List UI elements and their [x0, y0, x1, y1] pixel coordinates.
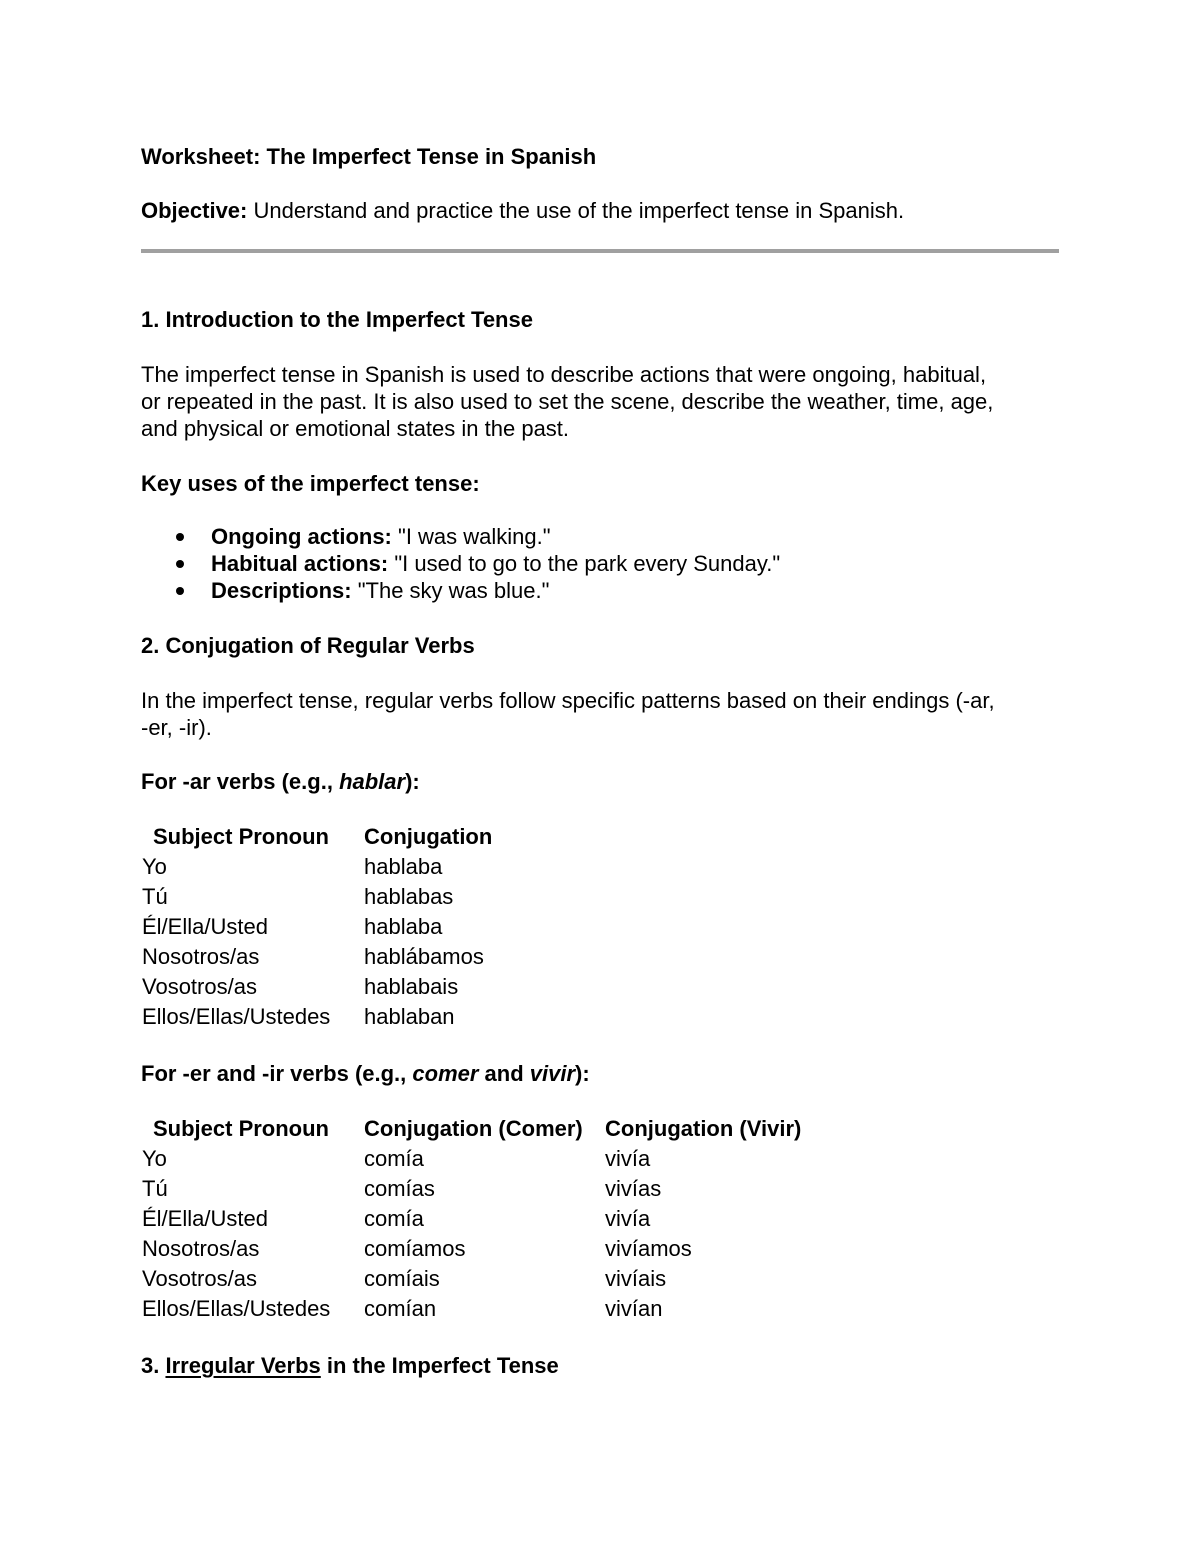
conjugation-cell: hablabais	[364, 974, 459, 999]
table-row	[142, 972, 492, 1002]
comer-cell: comía	[364, 1206, 424, 1231]
pronoun-cell: Vosotros/as	[142, 974, 257, 999]
irregular-verbs-link[interactable]: Irregular Verbs	[165, 1353, 321, 1378]
table-header-row	[142, 1114, 801, 1144]
table-row	[142, 852, 492, 882]
conjugation-cell: hablaba	[364, 854, 443, 879]
header-subject-pronoun: Subject Pronoun	[153, 1116, 329, 1141]
objective-text: Understand and practice the use of the imperfect tense in Spanish.	[247, 198, 905, 223]
bullet-icon	[176, 560, 184, 568]
vivir-cell: vivían	[605, 1296, 663, 1321]
page-title: Worksheet: The Imperfect Tense in Spanish	[141, 144, 597, 169]
vivir-cell: vivía	[605, 1206, 651, 1231]
objective-line	[141, 200, 904, 222]
use-item-habitual	[211, 553, 780, 575]
section3-rest: in the Imperfect Tense	[320, 1353, 559, 1378]
erir-heading-mid: and	[478, 1061, 530, 1086]
bullet-icon	[176, 533, 184, 541]
comer-cell: comían	[364, 1296, 437, 1321]
section2-para-line-1: In the imperfect tense, regular verbs follow specific patterns based on their endings (-ar,	[141, 688, 995, 713]
key-uses-heading: Key uses of the imperfect tense:	[141, 471, 480, 496]
section1-para-line-1: The imperfect tense in Spanish is used to describe actions that were ongoing, habitual,	[141, 362, 987, 387]
use-label: Descriptions:	[211, 578, 352, 603]
pronoun-cell: Yo	[142, 854, 167, 879]
use-text: "The sky was blue."	[351, 578, 550, 603]
use-text: "I used to go to the park every Sunday."	[388, 551, 781, 576]
ar-verbs-heading	[141, 771, 420, 793]
header-conjugation-vivir: Conjugation (Vivir)	[605, 1116, 802, 1141]
vivir-cell: vivíais	[605, 1266, 667, 1291]
table-row	[142, 1002, 492, 1032]
table-row	[142, 942, 492, 972]
comer-cell: comías	[364, 1176, 435, 1201]
use-item-ongoing	[211, 526, 551, 548]
erir-heading-verb2: vivir	[529, 1061, 576, 1086]
pronoun-cell: Ellos/Ellas/Ustedes	[142, 1296, 331, 1321]
table-row	[142, 1204, 801, 1234]
table-row	[142, 1294, 801, 1324]
pronoun-cell: Él/Ella/Usted	[142, 914, 268, 939]
section3-heading	[141, 1355, 559, 1377]
table-row	[142, 1144, 801, 1174]
ar-heading-post: ):	[405, 769, 420, 794]
comer-cell: comía	[364, 1146, 424, 1171]
pronoun-cell: Nosotros/as	[142, 1236, 260, 1261]
conjugation-cell: hablabas	[364, 884, 454, 909]
pronoun-cell: Ellos/Ellas/Ustedes	[142, 1004, 331, 1029]
pronoun-cell: Tú	[142, 1176, 168, 1201]
pronoun-cell: Él/Ella/Usted	[142, 1206, 268, 1231]
conjugation-cell: hablaban	[364, 1004, 455, 1029]
vivir-cell: vivías	[605, 1176, 662, 1201]
table-row	[142, 1264, 801, 1294]
horizontal-divider	[141, 249, 1059, 253]
use-item-descriptions	[211, 580, 549, 602]
ar-heading-verb: hablar	[339, 769, 406, 794]
use-label: Habitual actions:	[211, 551, 389, 576]
bullet-icon	[176, 587, 184, 595]
vivir-cell: vivía	[605, 1146, 651, 1171]
ar-heading-pre: For -ar verbs (e.g.,	[141, 769, 340, 794]
table-row	[142, 1234, 801, 1264]
pronoun-cell: Tú	[142, 884, 168, 909]
comer-cell: comíamos	[364, 1236, 466, 1261]
pronoun-cell: Yo	[142, 1146, 167, 1171]
objective-label: Objective:	[141, 198, 248, 223]
erir-heading-post: ):	[575, 1061, 590, 1086]
section1-heading: 1. Introduction to the Imperfect Tense	[141, 307, 533, 332]
use-text: "I was walking."	[391, 524, 551, 549]
section2-para-line-2: -er, -ir).	[141, 715, 212, 740]
er-ir-verbs-heading	[141, 1063, 590, 1085]
table-header-row	[142, 822, 492, 852]
header-subject-pronoun: Subject Pronoun	[153, 824, 329, 849]
section2-heading: 2. Conjugation of Regular Verbs	[141, 633, 475, 658]
section3-number: 3.	[141, 1353, 166, 1378]
table-row	[142, 882, 492, 912]
section1-para-line-3: and physical or emotional states in the past.	[141, 416, 570, 441]
use-label: Ongoing actions:	[211, 524, 392, 549]
erir-heading-pre: For -er and -ir verbs (e.g.,	[141, 1061, 413, 1086]
conjugation-cell: hablaba	[364, 914, 443, 939]
vivir-cell: vivíamos	[605, 1236, 692, 1261]
table-row	[142, 912, 492, 942]
ar-conjugation-table	[142, 822, 492, 1032]
header-conjugation: Conjugation	[364, 824, 493, 849]
table-row	[142, 1174, 801, 1204]
pronoun-cell: Nosotros/as	[142, 944, 260, 969]
header-conjugation-comer: Conjugation (Comer)	[364, 1116, 583, 1141]
section1-para-line-2: or repeated in the past. It is also used to set the scene, describe the weather, time, age,	[141, 389, 994, 414]
conjugation-cell: hablábamos	[364, 944, 484, 969]
er-ir-conjugation-table	[142, 1114, 801, 1324]
pronoun-cell: Vosotros/as	[142, 1266, 257, 1291]
comer-cell: comíais	[364, 1266, 440, 1291]
erir-heading-verb1: comer	[412, 1061, 479, 1086]
